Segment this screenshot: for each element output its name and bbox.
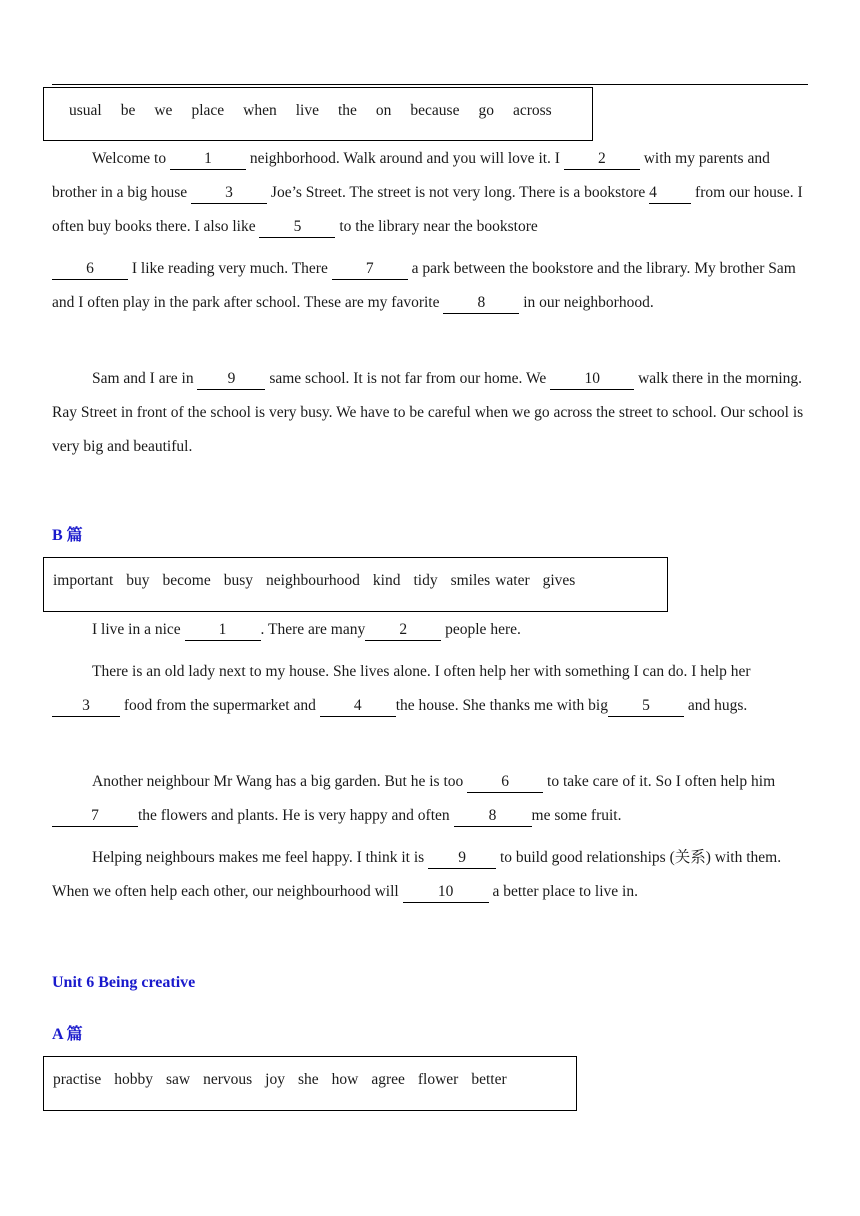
word-bank-item: busy: [223, 572, 254, 589]
answer-blank[interactable]: 7: [52, 806, 138, 827]
passage-text: food from the supermarket and: [120, 697, 320, 714]
word-bank-item: hobby: [114, 1071, 153, 1088]
passage-text: to the library near the bookstore: [335, 218, 538, 235]
section-b-heading: B 篇: [52, 527, 83, 544]
answer-blank[interactable]: 2: [365, 620, 441, 641]
passage-text: Another neighbour Mr Wang has a big garden. But he is too: [92, 773, 468, 790]
word-bank-item: place: [191, 102, 225, 119]
word-bank-item: smiles: [450, 572, 491, 589]
word-bank-item: she: [297, 1071, 319, 1088]
paragraph-b4: [52, 841, 808, 909]
passage-text: I like reading very much. There: [128, 260, 332, 277]
word-bank-item: buy: [126, 572, 150, 589]
answer-blank[interactable]: 8: [454, 806, 532, 827]
word-bank-item: saw: [165, 1071, 191, 1088]
answer-blank[interactable]: 9: [197, 369, 265, 390]
word-bank-item: water: [495, 572, 530, 589]
passage-text: Welcome to: [92, 150, 170, 167]
paragraph-a2: [52, 252, 808, 320]
passage-text: with my parents and brother in a big house: [52, 150, 770, 201]
paragraph-b2: [52, 655, 808, 723]
word-bank-b: [43, 557, 668, 612]
answer-blank[interactable]: 9: [428, 848, 496, 869]
unit-heading: Unit 6 Being creative: [52, 974, 196, 991]
word-bank-item: agree: [371, 1071, 405, 1088]
word-bank-item: live: [295, 102, 319, 119]
passage-text: Joe’s Street. The street is not very long. There is a bookstore: [267, 184, 650, 201]
answer-blank[interactable]: 7: [332, 259, 408, 280]
word-bank-item: flower: [417, 1071, 459, 1088]
passage-text: to take care of it. So I often help him: [543, 773, 776, 790]
paragraph-a3: [52, 362, 808, 464]
passage-text: the flowers and plants. He is very happy and often: [138, 807, 454, 824]
word-bank-item: practise: [53, 1071, 102, 1088]
passage-text: . There are many: [260, 621, 366, 638]
word-bank-item: we: [154, 102, 173, 119]
passage-text: from our house. I often buy books there. I also like: [52, 184, 803, 235]
answer-blank[interactable]: 3: [52, 696, 120, 717]
passage-text: Helping neighbours makes me feel happy. I think it is: [92, 849, 429, 866]
answer-blank[interactable]: 1: [170, 149, 246, 170]
answer-blank[interactable]: 3: [191, 183, 267, 204]
answer-blank[interactable]: 6: [52, 259, 128, 280]
answer-blank[interactable]: 2: [564, 149, 640, 170]
passage-text: the house. She thanks me with big: [395, 697, 608, 714]
word-bank-item: because: [410, 102, 460, 119]
word-bank-item: be: [120, 102, 136, 119]
word-bank-item: how: [331, 1071, 359, 1088]
section-a-heading: A 篇: [52, 1026, 83, 1043]
answer-blank[interactable]: 5: [259, 217, 335, 238]
word-bank-item: joy: [265, 1071, 285, 1088]
word-bank-item: gives: [542, 572, 576, 589]
passage-text: neighborhood. Walk around and you will love it. I: [245, 150, 564, 167]
answer-blank[interactable]: 6: [467, 772, 543, 793]
paragraph-b3: [52, 765, 808, 833]
passage-text: same school. It is not far from our home. We: [265, 370, 551, 387]
answer-blank[interactable]: 10: [403, 882, 489, 903]
word-bank-item: across: [512, 102, 552, 119]
answer-blank[interactable]: 8: [443, 293, 519, 314]
top-divider: [52, 84, 808, 85]
word-bank-item: when: [243, 102, 277, 119]
word-bank-item: the: [337, 102, 357, 119]
paragraph-b1: [52, 613, 808, 647]
passage-text: a better place to live in.: [488, 883, 638, 900]
passage-text: Sam and I are in: [92, 370, 198, 387]
word-bank-item: kind: [372, 572, 401, 589]
answer-blank[interactable]: 4: [320, 696, 396, 717]
word-bank-item: tidy: [413, 572, 438, 589]
word-bank-item: better: [471, 1071, 507, 1088]
answer-blank[interactable]: 1: [185, 620, 261, 641]
answer-blank[interactable]: 5: [608, 696, 684, 717]
word-bank-item: on: [375, 102, 392, 119]
word-bank-a: [43, 87, 593, 141]
passage-text: walk there in the morning. Ray Street in front of the school is very busy. We have to be careful when we go across the street to school. Our school is very big and beautiful.: [52, 370, 804, 455]
word-bank-item: important: [53, 572, 114, 589]
word-bank-item: go: [478, 102, 494, 119]
paragraph-a1: [52, 142, 808, 244]
passage-text: a park between the bookstore and the library. My brother Sam and I often play in the park after school. These are my favorite: [52, 260, 796, 311]
passage-text: people here.: [441, 621, 521, 638]
passage-text: and hugs.: [683, 697, 748, 714]
passage-text: There is an old lady next to my house. She lives alone. I often help her with something I can do. I help her: [92, 663, 751, 680]
word-bank-unit6: [43, 1056, 577, 1111]
word-bank-item: usual: [69, 102, 102, 119]
answer-blank[interactable]: 10: [550, 369, 634, 390]
passage-text: I live in a nice: [92, 621, 185, 638]
word-bank-item: nervous: [203, 1071, 253, 1088]
word-bank-item: neighbourhood: [266, 572, 360, 589]
answer-blank[interactable]: 4: [649, 183, 691, 204]
word-bank-item: become: [162, 572, 211, 589]
passage-text: to build good relationships (关系) with them. When we often help each other, our neighbourhood will: [52, 849, 782, 900]
passage-text: me some fruit.: [531, 807, 622, 824]
passage-text: in our neighborhood.: [519, 294, 654, 311]
